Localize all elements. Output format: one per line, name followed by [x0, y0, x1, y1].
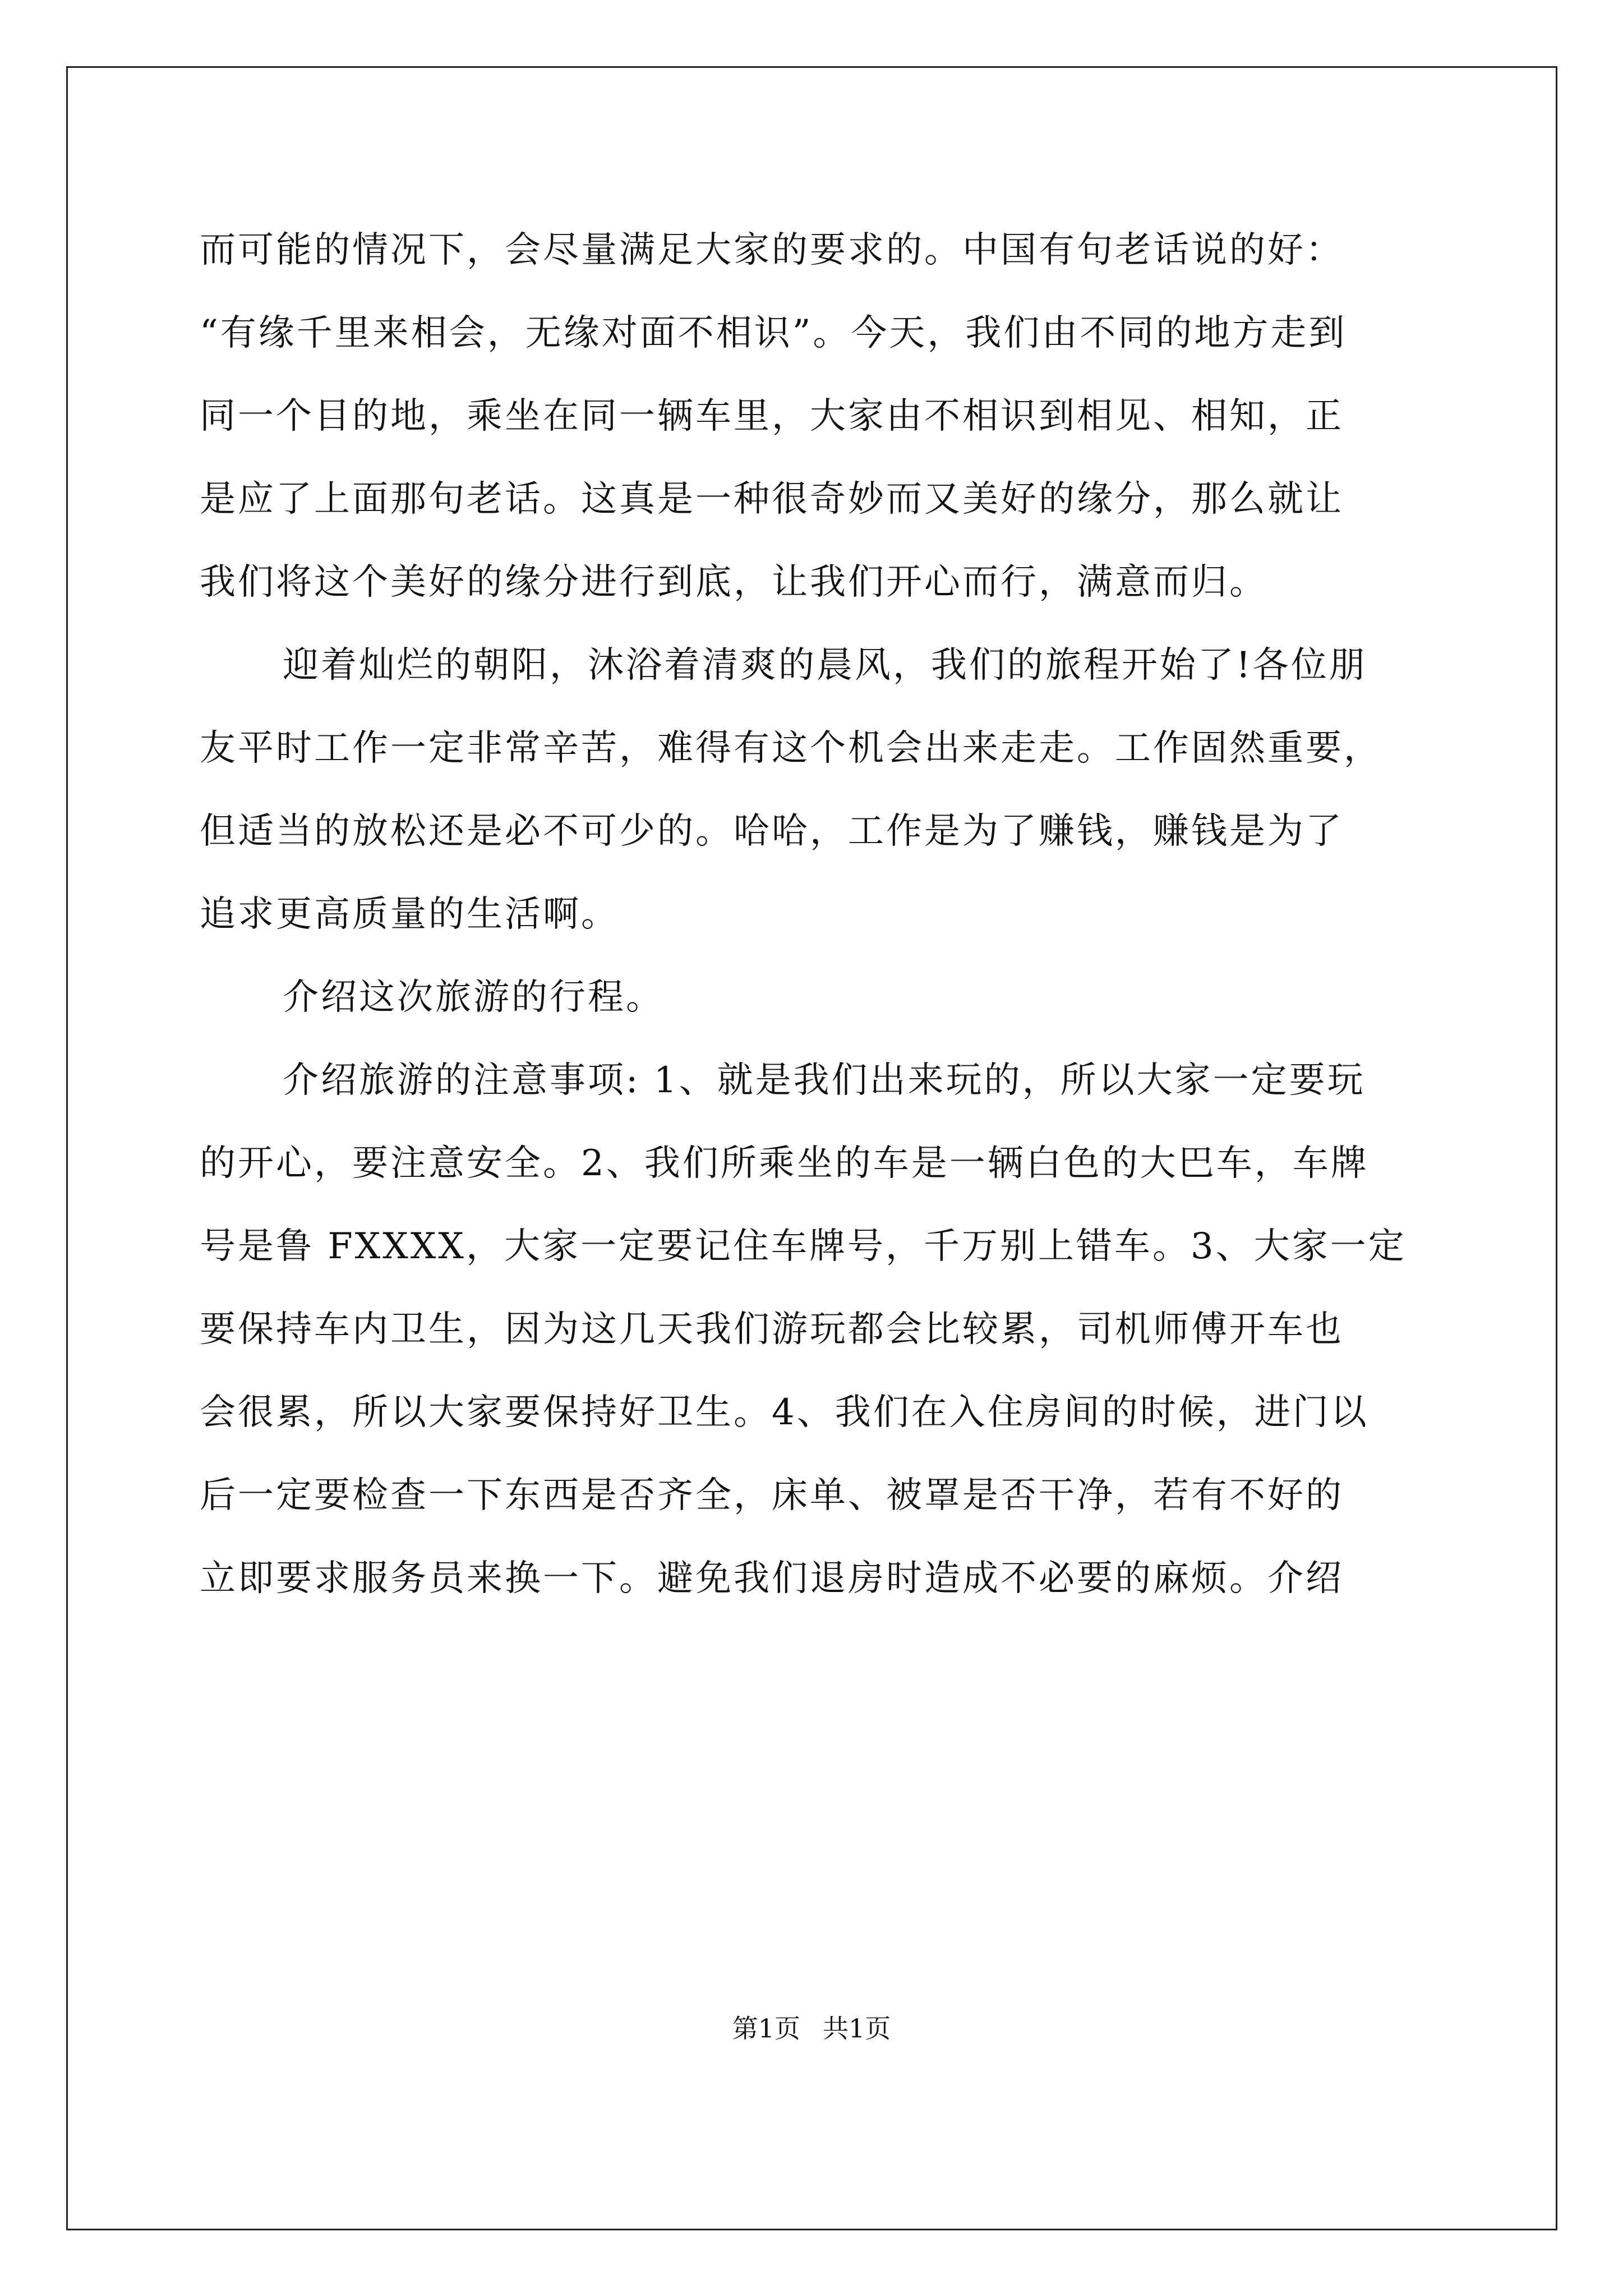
text-line: 追求更高质量的生活啊。 [200, 894, 619, 935]
paragraph-first-line: 介绍旅游的注意事项: 1、就是我们出来玩的，所以大家一定要玩 [283, 1060, 1366, 1101]
text-line: 后一定要检查一下东西是否齐全，床单、被罩是否干净，若有不好的 [200, 1475, 1344, 1516]
text-line: 要保持车内卫生，因为这几天我们游玩都会比较累，司机师傅开车也 [200, 1309, 1344, 1350]
text-line: 会很累，所以大家要保持好卫生。4、我们在入住房间的时候，进门以 [200, 1392, 1369, 1433]
text-line: 友平时工作一定非常辛苦，难得有这个机会出来走走。工作固然重要， [200, 728, 1382, 769]
paragraph-first-line: 介绍这次旅游的行程。 [283, 977, 664, 1018]
text-line: 号是鲁 FXXXX，大家一定要记住车牌号，千万别上错车。3、大家一定 [200, 1226, 1407, 1267]
page-footer [0, 2012, 1623, 2045]
text-line: 我们将这个美好的缘分进行到底，让我们开心而行，满意而归。 [200, 562, 1267, 603]
text-line: 但适当的放松还是必不可少的。哈哈，工作是为了赚钱，赚钱是为了 [200, 811, 1344, 852]
text-line: 同一个目的地，乘坐在同一辆车里，大家由不相识到相见、相知，正 [200, 395, 1344, 437]
paragraph-first-line: 迎着灿烂的朝阳，沐浴着清爽的晨风，我们的旅程开始了!各位朋 [283, 645, 1367, 686]
text-line: 是应了上面那句老话。这真是一种很奇妙而又美好的缘分，那么就让 [200, 478, 1344, 520]
text-line: “有缘千里来相会，无缘对面不相识”。今天，我们由不同的地方走到 [200, 312, 1347, 354]
text-line: 的开心，要注意安全。2、我们所乘坐的车是一辆白色的大巴车，车牌 [200, 1143, 1369, 1184]
text-line: 而可能的情况下，会尽量满足大家的要求的。中国有句老话说的好： [200, 229, 1344, 271]
document-body [200, 209, 1433, 1620]
page-number-total: 共1页 [823, 2013, 891, 2044]
text-line: 立即要求服务员来换一下。避免我们退房时造成不必要的麻烦。介绍 [200, 1558, 1344, 1599]
page-number-current: 第1页 [732, 2013, 800, 2044]
